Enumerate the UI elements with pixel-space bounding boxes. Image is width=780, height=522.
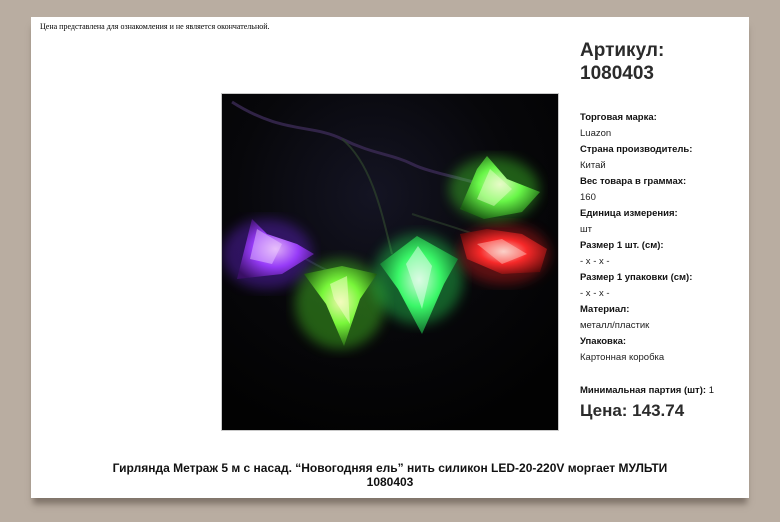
property-label: Размер 1 шт. (см): — [580, 240, 664, 251]
min-order-value: 1 — [708, 385, 714, 396]
garland-photo-illustration — [222, 94, 558, 430]
property-label: Размер 1 упаковки (см): — [580, 272, 693, 283]
property-label: Страна производитель: — [580, 144, 693, 155]
property-label: Единица измерения: — [580, 208, 678, 219]
price: Цена: 143.74 — [580, 401, 685, 420]
property-label: Материал: — [580, 304, 630, 315]
property-value: металл/пластик — [580, 320, 650, 331]
property-value: Luazon — [580, 128, 612, 139]
property-value: Картонная коробка — [580, 352, 665, 363]
article-heading — [580, 39, 745, 85]
product-photo — [221, 93, 559, 431]
property-value: - х - х - — [580, 288, 610, 299]
property-value: Китай — [580, 160, 606, 171]
price-notice: Цена представлена для ознакомления и не является окончательной. — [40, 22, 270, 31]
article-label: Артикул: — [580, 40, 665, 61]
property-label: Упаковка: — [580, 336, 627, 347]
property-label: Вес товара в граммах: — [580, 176, 687, 187]
product-title-line: Гирлянда Метраж 5 м с насад. “Новогодняя ель” нить силикон LED-20-220V моргает МУЛЬТИ — [112, 461, 668, 475]
product-title — [91, 461, 689, 489]
min-order — [580, 385, 745, 396]
property-label: Торговая марка: — [580, 112, 657, 123]
property-value: шт — [580, 224, 592, 235]
min-order-label: Минимальная партия (шт): — [580, 385, 707, 396]
product-title-article: 1080403 — [366, 475, 414, 489]
property-value: 160 — [580, 192, 596, 203]
properties-list — [580, 110, 745, 366]
article-number: 1080403 — [580, 63, 654, 84]
product-info-panel — [580, 39, 745, 421]
property-value: - х - х - — [580, 256, 610, 267]
product-sheet — [31, 17, 749, 498]
